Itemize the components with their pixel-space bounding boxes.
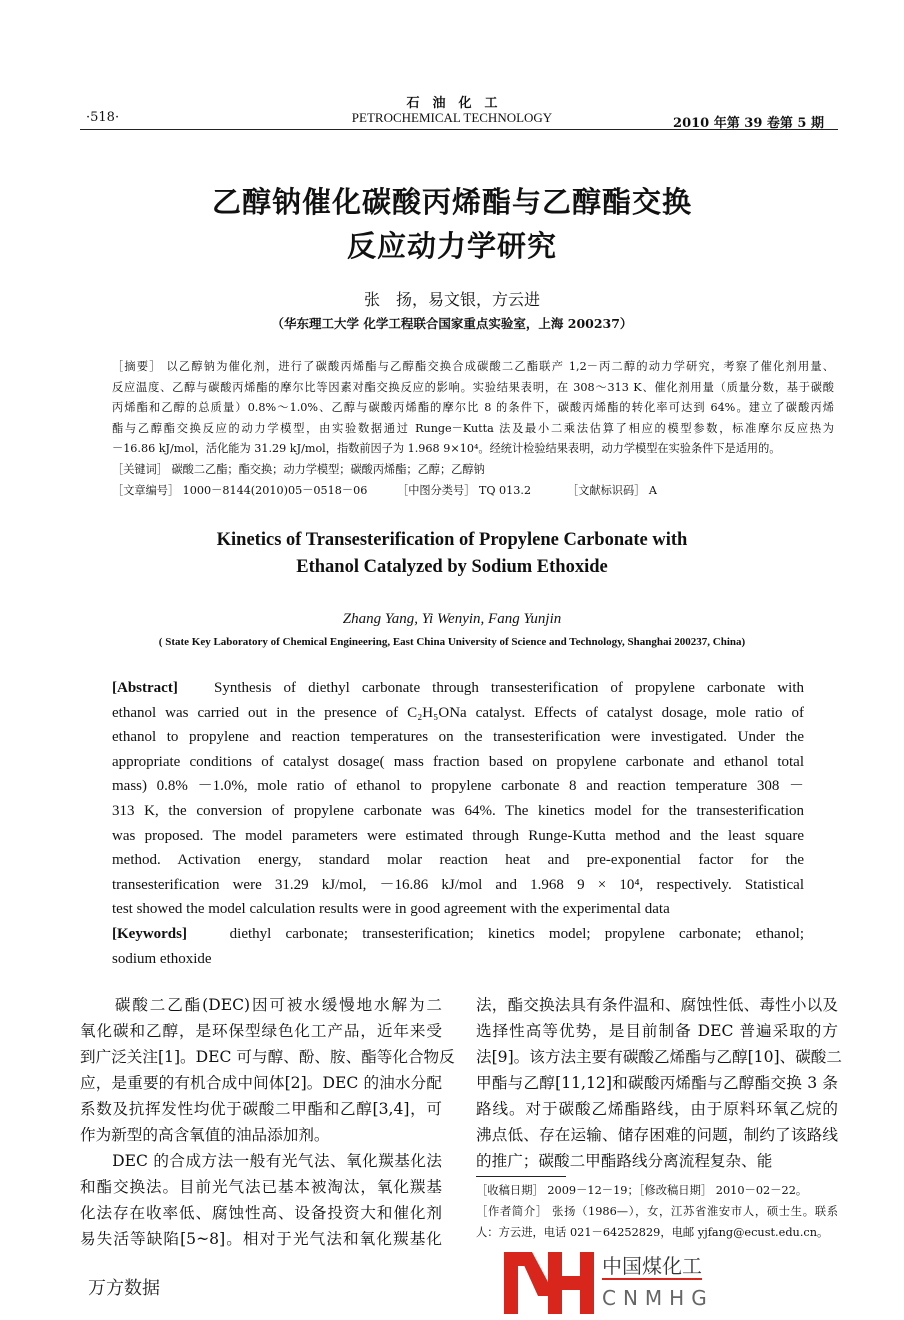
keywords-cn: ［关键词］ 碳酸二乙酯；酯交换；动力学模型；碳酸丙烯酯；乙醇；乙醇钠	[112, 462, 485, 476]
abstract-cn-line: －16.86 kJ/mol，活化能为 31.29 kJ/mol，指数前因子为 1.968 9×10⁴。经统计检验结果表明，动力学模型在实验条件下是适用的。	[112, 442, 781, 455]
title-en-line2: Ethanol Catalyzed by Sodium Ethoxide	[296, 557, 608, 577]
body-line: DEC 的合成方法一般有光气法、氧化羰基化法	[80, 1152, 442, 1170]
keywords-en: diethyl carbonate; transesterification; kinetics model; propylene carbonate; ethanol;	[229, 925, 804, 942]
body-line: 沸点低、存在运输、储存困难的问题，制约了该路线	[476, 1126, 838, 1144]
body-line: 系数及抗挥发性均优于碳酸二甲酯和乙醇[3,4]，可	[80, 1100, 442, 1118]
watermark-cn: 中国煤化工	[602, 1254, 702, 1278]
abstract-en-line: test showed the model calculation results were in good agreement with the experimental data	[112, 901, 670, 918]
journal-name-en: PETROCHEMICAL TECHNOLOGY	[351, 110, 553, 125]
watermark-en: CNMHG	[602, 1286, 714, 1310]
body-line: 路线。对于碳酸乙烯酯路线，由于原料环氧乙烷的	[476, 1100, 838, 1118]
footnote-rule	[476, 1176, 566, 1177]
abstract-en	[112, 676, 804, 971]
abstract-cn-line: 反应温度、乙醇与碳酸丙烯酯的摩尔比等因素对酯交换反应的影响。实验结果表明，在 308～313 K、催化剂用量（质量分数，基于碳酸	[112, 380, 834, 394]
footnote-contact: 人：方云进，电话 021－64252829，电邮 yjfang@ecust.edu.cn。	[476, 1226, 829, 1239]
watermark-logo	[504, 1252, 804, 1314]
issue-info: 2010 年第 39 卷第 5 期	[673, 116, 824, 131]
body-line: 易失活等缺陷[5~8]。相对于光气法和氧化羰基化	[80, 1230, 442, 1248]
watermark-mh-icon	[504, 1252, 596, 1314]
body-line: 氧化碳和乙醇，是环保型绿色化工产品，近年来受	[80, 1022, 442, 1040]
body-line: 化法存在收率低、腐蚀性高、设备投资大和催化剂	[80, 1204, 442, 1222]
abstract-en-line: ethanol to propylene and reaction temperatures on the transesterification were investigated. Under the	[112, 729, 804, 746]
authors-en: Zhang Yang, Yi Wenyin, Fang Yunjin	[342, 611, 562, 627]
abstract-cn	[112, 357, 834, 480]
body-right-column	[476, 992, 842, 1174]
body-line: 到广泛关注[1]。DEC 可与醇、酚、胺、酯等化合物反	[80, 1048, 455, 1066]
header-rule	[80, 129, 838, 130]
page-number: ·518·	[86, 110, 120, 125]
body-line: 碳酸二乙酯(DEC)因可被水缓慢地水解为二	[80, 996, 442, 1014]
keywords-en-label: [Keywords]	[112, 925, 187, 942]
body-left-column	[80, 992, 455, 1252]
body-line: 法[9]。该方法主要有碳酸乙烯酯与乙醇[10]、碳酸二	[476, 1048, 842, 1066]
abstract-cn-line: 酯与乙醇酯交换反应的动力学模型，由实验数据通过 Runge－Kutta 法及最小二乘法估算了相应的模型参数，标准摩尔反应热为	[112, 421, 834, 435]
body-line: 的推广；碳酸二甲酯路线分离流程复杂、能	[476, 1152, 773, 1170]
keywords-en: sodium ethoxide	[112, 950, 212, 967]
abstract-en-label: [Abstract]	[112, 680, 178, 696]
authors-cn: 张 扬，易文银，方云进	[363, 290, 540, 309]
title-en-line1: Kinetics of Transesterification of Propylene Carbonate with	[216, 530, 688, 550]
abstract-en-line: ethanol was carried out in the presence of C₂H₅ONa catalyst. Effects of catalyst dosage, mole ratio of	[112, 704, 804, 721]
body-line: 应，是重要的有机合成中间体[2]。DEC 的油水分配	[80, 1074, 442, 1092]
journal-name-cn: 石 油 化 工	[406, 96, 498, 111]
abstract-cn-line: ［摘要］ 以乙醇钠为催化剂，进行了碳酸丙烯酯与乙醇酯交换合成碳酸二乙酯联产 1,2－丙二醇的动力学研究，考察了催化剂用量、	[112, 360, 834, 373]
classification-number: ［中图分类号］ TQ 013.2	[397, 484, 532, 497]
affiliation-en: ( State Key Laboratory of Chemical Engineering, East China University of Science and Technology, Shanghai 200237, China)	[158, 636, 746, 648]
footnote-received: ［收稿日期］ 2009－12－19；［修改稿日期］ 2010－02－22。	[476, 1184, 808, 1197]
footnote-author: ［作者简介］ 张扬（1986—），女，江苏省淮安市人，硕士生。联系	[476, 1205, 838, 1218]
abstract-en-line: Synthesis of diethyl carbonate through transesterification of propylene carbonate with	[213, 680, 804, 696]
abstract-en-line: 313 K, the conversion of propylene carbonate was 64%. The kinetics model for the transesterification	[112, 802, 804, 819]
title-cn-line2: 反应动力学研究	[346, 229, 557, 263]
body-line: 选择性高等优势，是目前制备 DEC 普遍采取的方	[476, 1022, 838, 1040]
title-cn-line1: 乙醇钠催化碳酸丙烯酯与乙醇酯交换	[211, 185, 692, 219]
footnotes	[476, 1180, 838, 1243]
abstract-en-line: transesterification were 31.29 kJ/mol, －16.86 kJ/mol and 1.968 9 × 10⁴, respectively. Statistical	[112, 876, 804, 893]
article-number: ［文章编号］ 1000－8144(2010)05－0518－06	[112, 484, 368, 497]
body-line: 法，酯交换法具有条件温和、腐蚀性低、毒性小以及	[476, 996, 838, 1014]
body-line: 和酯交换法。目前光气法已基本被淘汰，氧化羰基	[80, 1178, 442, 1196]
body-line: 作为新型的高含氧值的油品添加剂。	[80, 1126, 330, 1144]
abstract-en-line: method. Activation energy, standard molar reaction heat and pre-exponential factor for the	[112, 852, 804, 869]
footer-source: 万方数据	[88, 1278, 160, 1299]
body-line: 甲酯与乙醇[11,12]和碳酸丙烯酯与乙醇酯交换 3 条	[476, 1074, 838, 1092]
affiliation-cn: （华东理工大学 化学工程联合国家重点实验室，上海 200237）	[271, 316, 633, 331]
abstract-en-line: appropriate conditions of catalyst dosage( mass fraction based on propylene carbonate and ethanol total	[112, 753, 804, 770]
document-code: ［文献标识码］ A	[567, 484, 657, 497]
abstract-en-line: was proposed. The model parameters were estimated through Runge-Kutta method and the least square	[112, 827, 804, 844]
abstract-cn-line: 丙烯酯和乙醇的总质量）0.8%～1.0%、乙醇与碳酸丙烯酯的摩尔比 8 的条件下，碳酸丙烯酯的转化率可达到 64%。建立了碳酸丙烯	[112, 401, 834, 414]
abstract-en-line: mass) 0.8% －1.0%, mole ratio of ethanol to propylene carbonate 8 and reaction temperature 308 －	[112, 778, 804, 795]
